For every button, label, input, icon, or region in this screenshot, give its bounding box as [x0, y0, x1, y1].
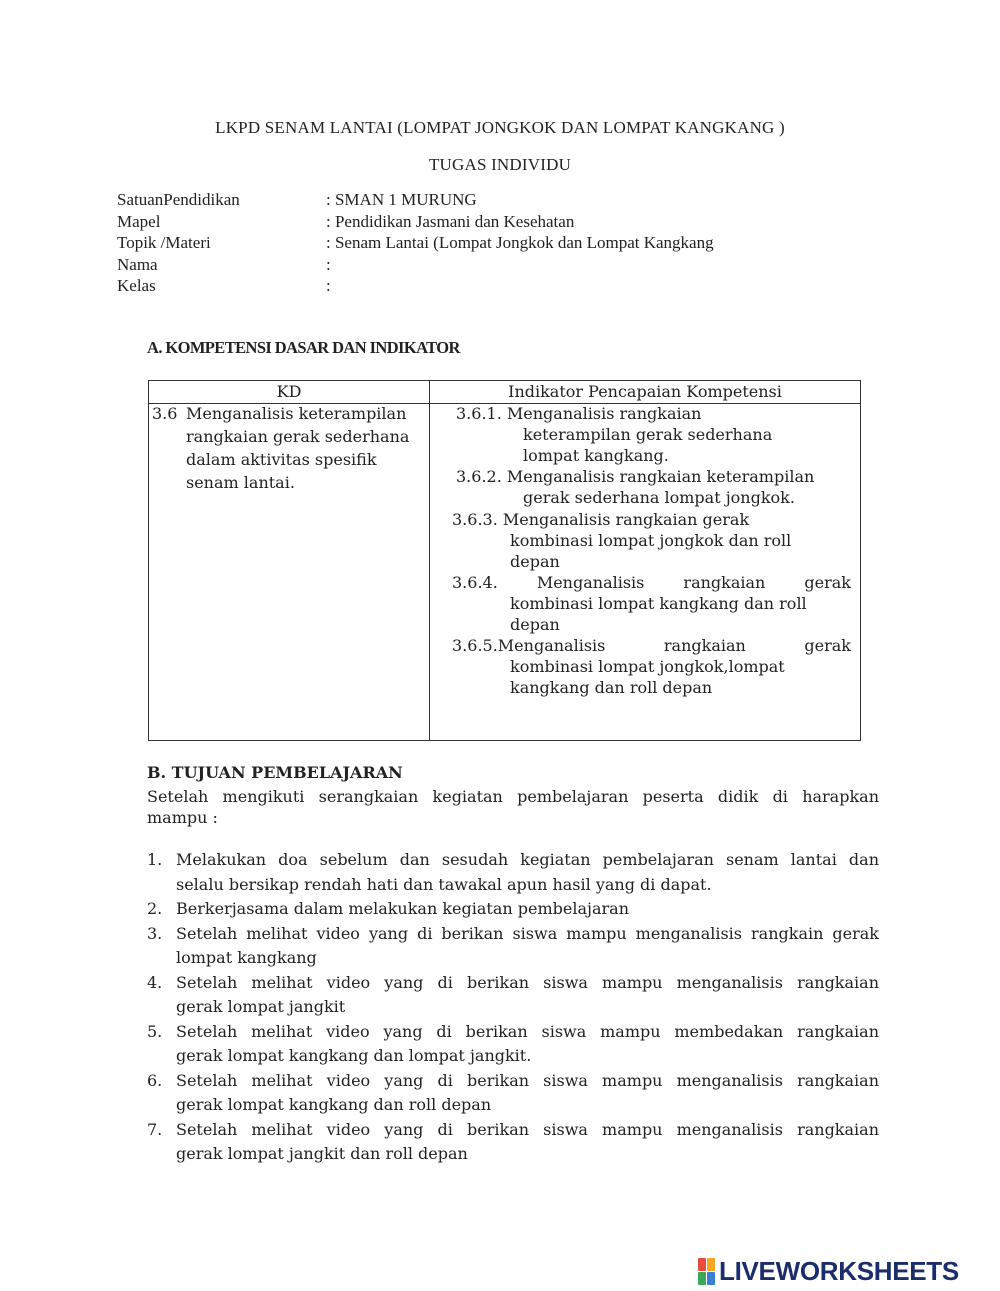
logo-block [698, 1258, 706, 1271]
indicator-word: 3.6.5.Menganalisis [452, 636, 606, 655]
kd-line: dalam aktivitas spesifik [186, 450, 377, 469]
info-row-topic [117, 232, 817, 254]
indicator-item [456, 466, 814, 508]
list-item [147, 1020, 879, 1069]
list-item-line: Berkerjasama dalam melakukan kegiatan pembelajaran [176, 899, 630, 918]
list-item-line: Setelah melihat video yang di berikan siswa mampu menganalisis rangkain gerak [176, 923, 879, 943]
intro-text: Setelah mengikuti serangkaian kegiatan pembelajaran peserta didik di harapkan [147, 787, 879, 806]
liveworksheets-logo[interactable] [698, 1257, 959, 1285]
document-subtitle: TUGAS INDIVIDU [428, 155, 572, 174]
indicator-line: depan [510, 552, 560, 571]
list-item-line: Setelah melihat video yang di berikan siswa mampu membedakan rangkaian [176, 1021, 879, 1041]
list-item-number: 4. [147, 972, 163, 992]
list-item [147, 897, 879, 922]
list-item-line: Setelah melihat video yang di berikan siswa mampu menganalisis rangkaian [176, 972, 879, 992]
indicator-word: gerak [804, 573, 851, 592]
info-label: SatuanPendidikan [117, 190, 240, 209]
list-item-number: 2. [147, 899, 163, 918]
indicator-line: kombinasi lompat jongkok,lompat [510, 657, 785, 676]
info-row-name [117, 254, 817, 276]
indicator-line: kombinasi lompat jongkok dan roll [510, 531, 792, 550]
indicator-word: rangkaian [663, 636, 746, 655]
indicator-line [452, 635, 851, 656]
kd-number: 3.6 [152, 404, 178, 423]
indicator-line: keterampilan gerak sederhana [523, 425, 773, 444]
list-item-number: 7. [147, 1119, 163, 1139]
info-row-subject [117, 211, 817, 233]
indicator-line: gerak sederhana lompat jongkok. [523, 488, 795, 507]
indicator-line: kombinasi lompat kangkang dan roll [510, 594, 807, 613]
kd-line: rangkaian gerak sederhana [186, 427, 410, 446]
indicator-line [452, 572, 851, 593]
list-item-line: gerak lompat kangkang dan roll depan [176, 1095, 492, 1114]
list-item-line: Setelah melihat video yang di berikan siswa mampu menganalisis rangkaian [176, 1070, 879, 1090]
column-header-kd: KD [149, 381, 430, 404]
list-item [147, 848, 879, 897]
info-value: : Senam Lantai (Lompat Jongkok dan Lompat Kangkang [326, 233, 714, 252]
list-item-number: 6. [147, 1070, 163, 1090]
table-header-row [149, 381, 861, 404]
section-b-heading: B. TUJUAN PEMBELAJARAN [147, 763, 403, 782]
info-label: Nama [117, 254, 158, 274]
logo-block [698, 1272, 706, 1285]
kd-line: Menganalisis keterampilan [186, 404, 407, 423]
section-a-heading: A. KOMPETENSI DASAR DAN INDIKATOR [147, 338, 460, 357]
list-item-line: lompat kangkang [176, 948, 317, 967]
indicator-item [456, 403, 772, 466]
logo-blocks-icon [698, 1258, 715, 1285]
list-item-number: 5. [147, 1021, 163, 1041]
info-label: Topik /Materi [117, 233, 211, 252]
section-b-intro [147, 786, 879, 828]
intro-line [147, 786, 879, 807]
indicator-word: Menganalisis [536, 573, 645, 592]
indicator-word: 3.6.4. [452, 573, 498, 592]
indicator-item [452, 635, 851, 698]
indicator-line: kangkang dan roll depan [510, 678, 713, 697]
list-item [147, 971, 879, 1020]
document-title: LKPD SENAM LANTAI (LOMPAT JONGKOK DAN LOMPAT KANGKANG ) [215, 118, 785, 137]
logo-block [707, 1272, 715, 1285]
logo-text: LIVEWORKSHEETS [719, 1255, 959, 1286]
kd-line: senam lantai. [186, 473, 295, 492]
info-label: Kelas [117, 276, 156, 295]
indicator-word: rangkaian [683, 573, 766, 592]
info-label: Mapel [117, 211, 161, 231]
intro-line: mampu : [147, 808, 218, 827]
identity-block [117, 189, 817, 297]
list-item-line: gerak lompat jangkit dan roll depan [176, 1144, 468, 1163]
list-item [147, 1069, 879, 1118]
indicator-line: 3.6.2. Menganalisis rangkaian keterampilan [456, 467, 815, 486]
info-row-school [117, 189, 817, 211]
info-value: : [326, 254, 331, 274]
list-item-line: gerak lompat jangkit [176, 997, 346, 1016]
list-item-line: gerak lompat kangkang dan lompat jangkit. [176, 1046, 532, 1065]
list-item-number: 3. [147, 923, 163, 943]
indicator-line: lompat kangkang. [523, 446, 669, 465]
info-value: : [326, 276, 331, 295]
indicator-line: 3.6.3. Menganalisis rangkaian gerak [452, 510, 750, 529]
learning-goals-list [147, 848, 879, 1167]
indicator-item [452, 572, 851, 635]
list-item [147, 1118, 879, 1167]
list-item-line: selalu bersikap rendah hati dan tawakal apun hasil yang di dapat. [176, 874, 712, 894]
indicator-line: depan [510, 615, 560, 634]
list-item-number: 1. [147, 850, 163, 869]
info-value: : SMAN 1 MURUNG [326, 190, 477, 209]
info-value: : Pendidikan Jasmani dan Kesehatan [326, 211, 575, 231]
list-item-line: Melakukan doa sebelum dan sesudah kegiatan pembelajaran senam lantai dan [176, 850, 879, 869]
indicator-item [452, 509, 791, 572]
info-row-class [117, 275, 817, 297]
logo-block [707, 1258, 715, 1271]
column-header-indicator: Indikator Pencapaian Kompetensi [430, 381, 861, 404]
indicator-line: 3.6.1. Menganalisis rangkaian [456, 404, 702, 423]
list-item-line: Setelah melihat video yang di berikan siswa mampu menganalisis rangkaian [176, 1119, 879, 1139]
kd-description [186, 402, 409, 494]
list-item [147, 922, 879, 971]
indicator-word: gerak [804, 636, 851, 655]
